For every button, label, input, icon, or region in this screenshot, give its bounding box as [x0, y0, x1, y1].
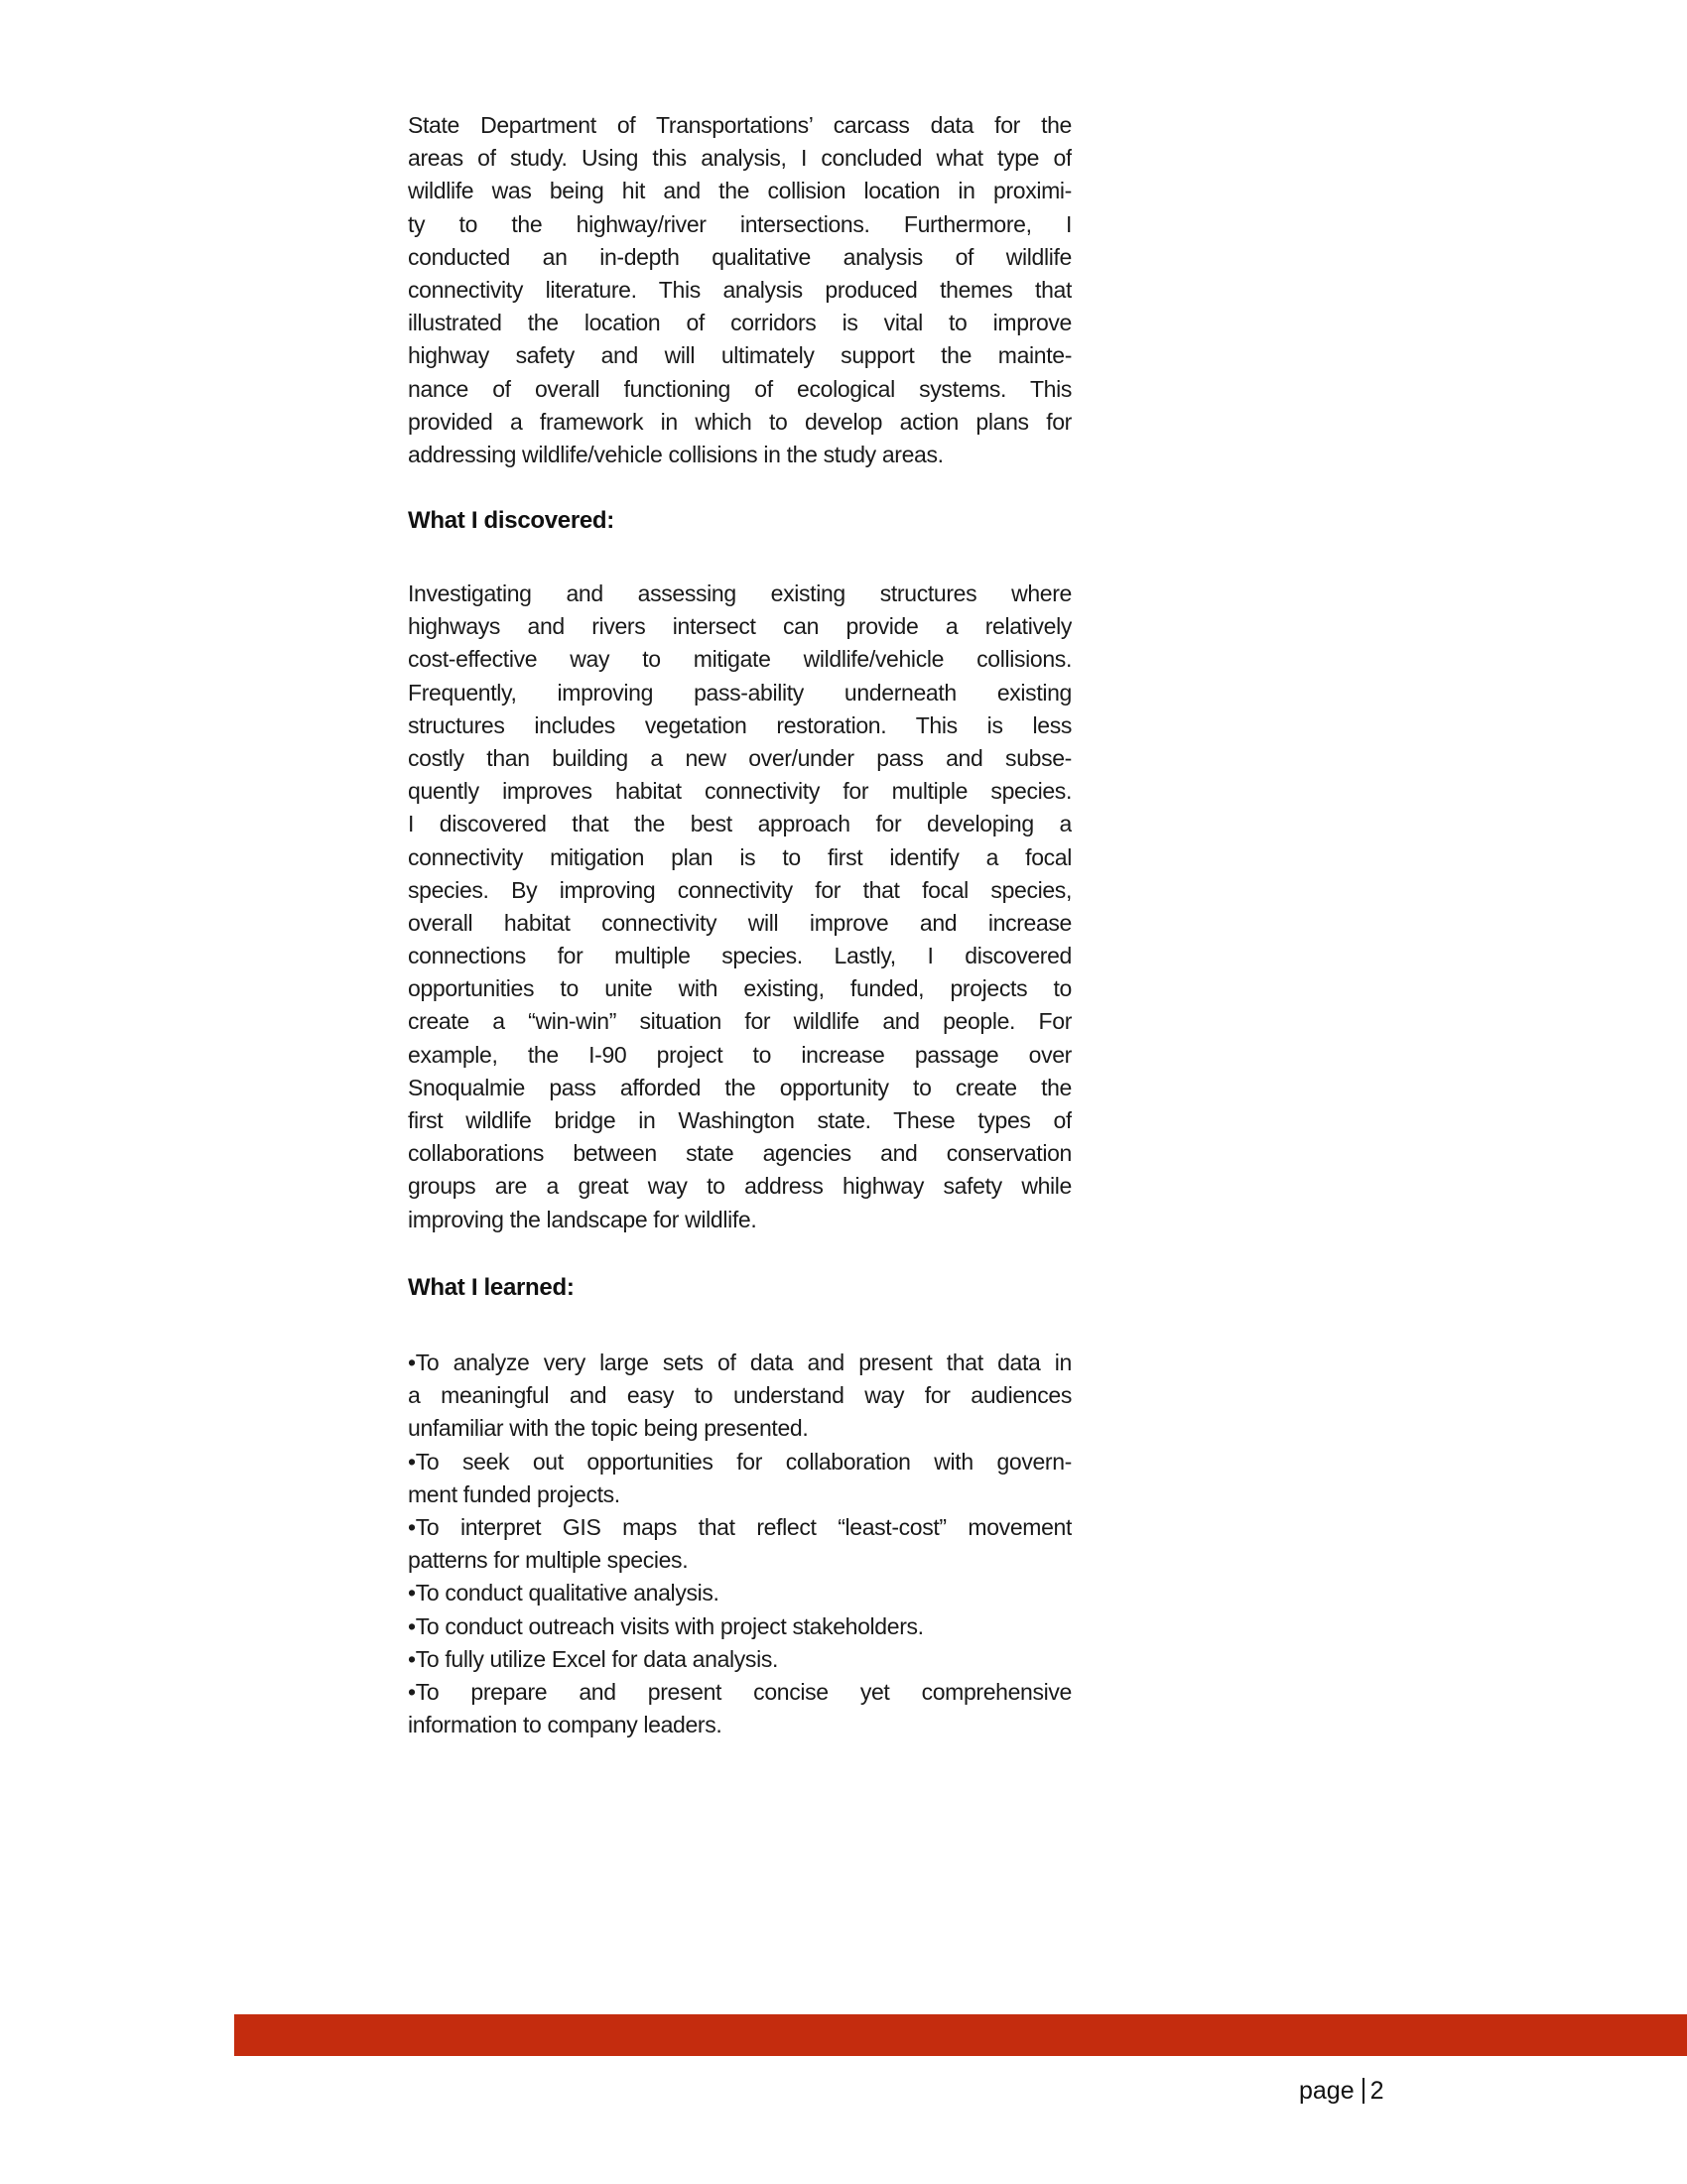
text-line: connections for multiple species. Lastly, I discovered [408, 943, 1072, 969]
text-line: Investigating and assessing existing structures where [408, 580, 1072, 606]
text-line: structures includes vegetation restoration. This is less [408, 711, 1072, 738]
text-line: illustrated the location of corridors is vital to improve [408, 310, 1072, 336]
list-item-line: •To interpret GIS maps that reflect “least-cost” movement [408, 1513, 1072, 1540]
text-line: conducted an in-depth qualitative analysis of wildlife [408, 243, 1072, 270]
text-line: State Department of Transportations’ carcass data for the [408, 112, 1072, 138]
list-item-line: •To prepare and present concise yet comprehensive [408, 1678, 1072, 1705]
text-line: first wildlife bridge in Washington state. These types of [408, 1107, 1072, 1133]
text-line: areas of study. Using this analysis, I concluded what type of [408, 145, 1072, 172]
text-line: quently improves habitat connectivity for multiple species. [408, 778, 1072, 805]
list-item-line: •To fully utilize Excel for data analysis. [408, 1645, 779, 1672]
list-item-line: •To analyze very large sets of data and present that data in [408, 1349, 1072, 1375]
footer-accent-bar [234, 2014, 1687, 2056]
text-line: nance of overall functioning of ecological systems. This [408, 375, 1072, 402]
list-item-line: information to company leaders. [408, 1712, 722, 1738]
page-number-footer [1299, 2077, 1384, 2105]
text-line: ty to the highway/river intersections. Furthermore, I [408, 210, 1072, 237]
discovered-paragraph [408, 578, 1072, 1236]
text-line: create a “win-win” situation for wildlife and people. For [408, 1008, 1072, 1035]
text-line: wildlife was being hit and the collision location in proximi- [408, 178, 1072, 204]
list-item-line: •To conduct outreach visits with project stakeholders. [408, 1612, 924, 1639]
text-line: I discovered that the best approach for developing a [408, 811, 1072, 837]
text-line: species. By improving connectivity for that focal species, [408, 876, 1072, 903]
text-line: overall habitat connectivity will improve and increase [408, 909, 1072, 936]
list-item-line: patterns for multiple species. [408, 1547, 689, 1574]
text-line: Frequently, improving pass-ability underneath existing [408, 679, 1072, 706]
text-line: provided a framework in which to develop action plans for [408, 408, 1072, 435]
text-line: improving the landscape for wildlife. [408, 1206, 757, 1232]
text-line: opportunities to unite with existing, funded, projects to [408, 975, 1072, 1002]
text-line: cost-effective way to mitigate wildlife/vehicle collisions. [408, 646, 1072, 673]
text-line: connectivity literature. This analysis produced themes that [408, 276, 1072, 303]
list-item-line: ment funded projects. [408, 1480, 620, 1507]
text-line: collaborations between state agencies and conservation [408, 1140, 1072, 1167]
list-item-line: •To seek out opportunities for collaboration with govern- [408, 1448, 1072, 1475]
intro-paragraph [408, 109, 1072, 471]
learned-list [408, 1347, 1072, 1741]
text-line: connectivity mitigation plan is to first identify a focal [408, 843, 1072, 870]
text-line: groups are a great way to address highway safety while [408, 1173, 1072, 1200]
list-item-line: unfamiliar with the topic being presented. [408, 1415, 809, 1442]
page-label: page [1299, 2077, 1355, 2105]
text-line: example, the I-90 project to increase passage over [408, 1041, 1072, 1068]
text-line: highways and rivers intersect can provide a relatively [408, 613, 1072, 640]
footer-divider [1363, 2078, 1364, 2104]
list-item-line: a meaningful and easy to understand way for audiences [408, 1382, 1072, 1409]
page-number: 2 [1369, 2077, 1384, 2105]
text-line: highway safety and will ultimately support the mainte- [408, 342, 1072, 369]
section-heading-discovered: What I discovered: [408, 507, 614, 534]
text-line: Snoqualmie pass afforded the opportunity to create the [408, 1074, 1072, 1100]
list-item-line: •To conduct qualitative analysis. [408, 1580, 719, 1606]
text-line: addressing wildlife/vehicle collisions in the study areas. [408, 441, 944, 467]
section-heading-learned: What I learned: [408, 1274, 575, 1301]
text-line: costly than building a new over/under pass and subse- [408, 744, 1072, 771]
